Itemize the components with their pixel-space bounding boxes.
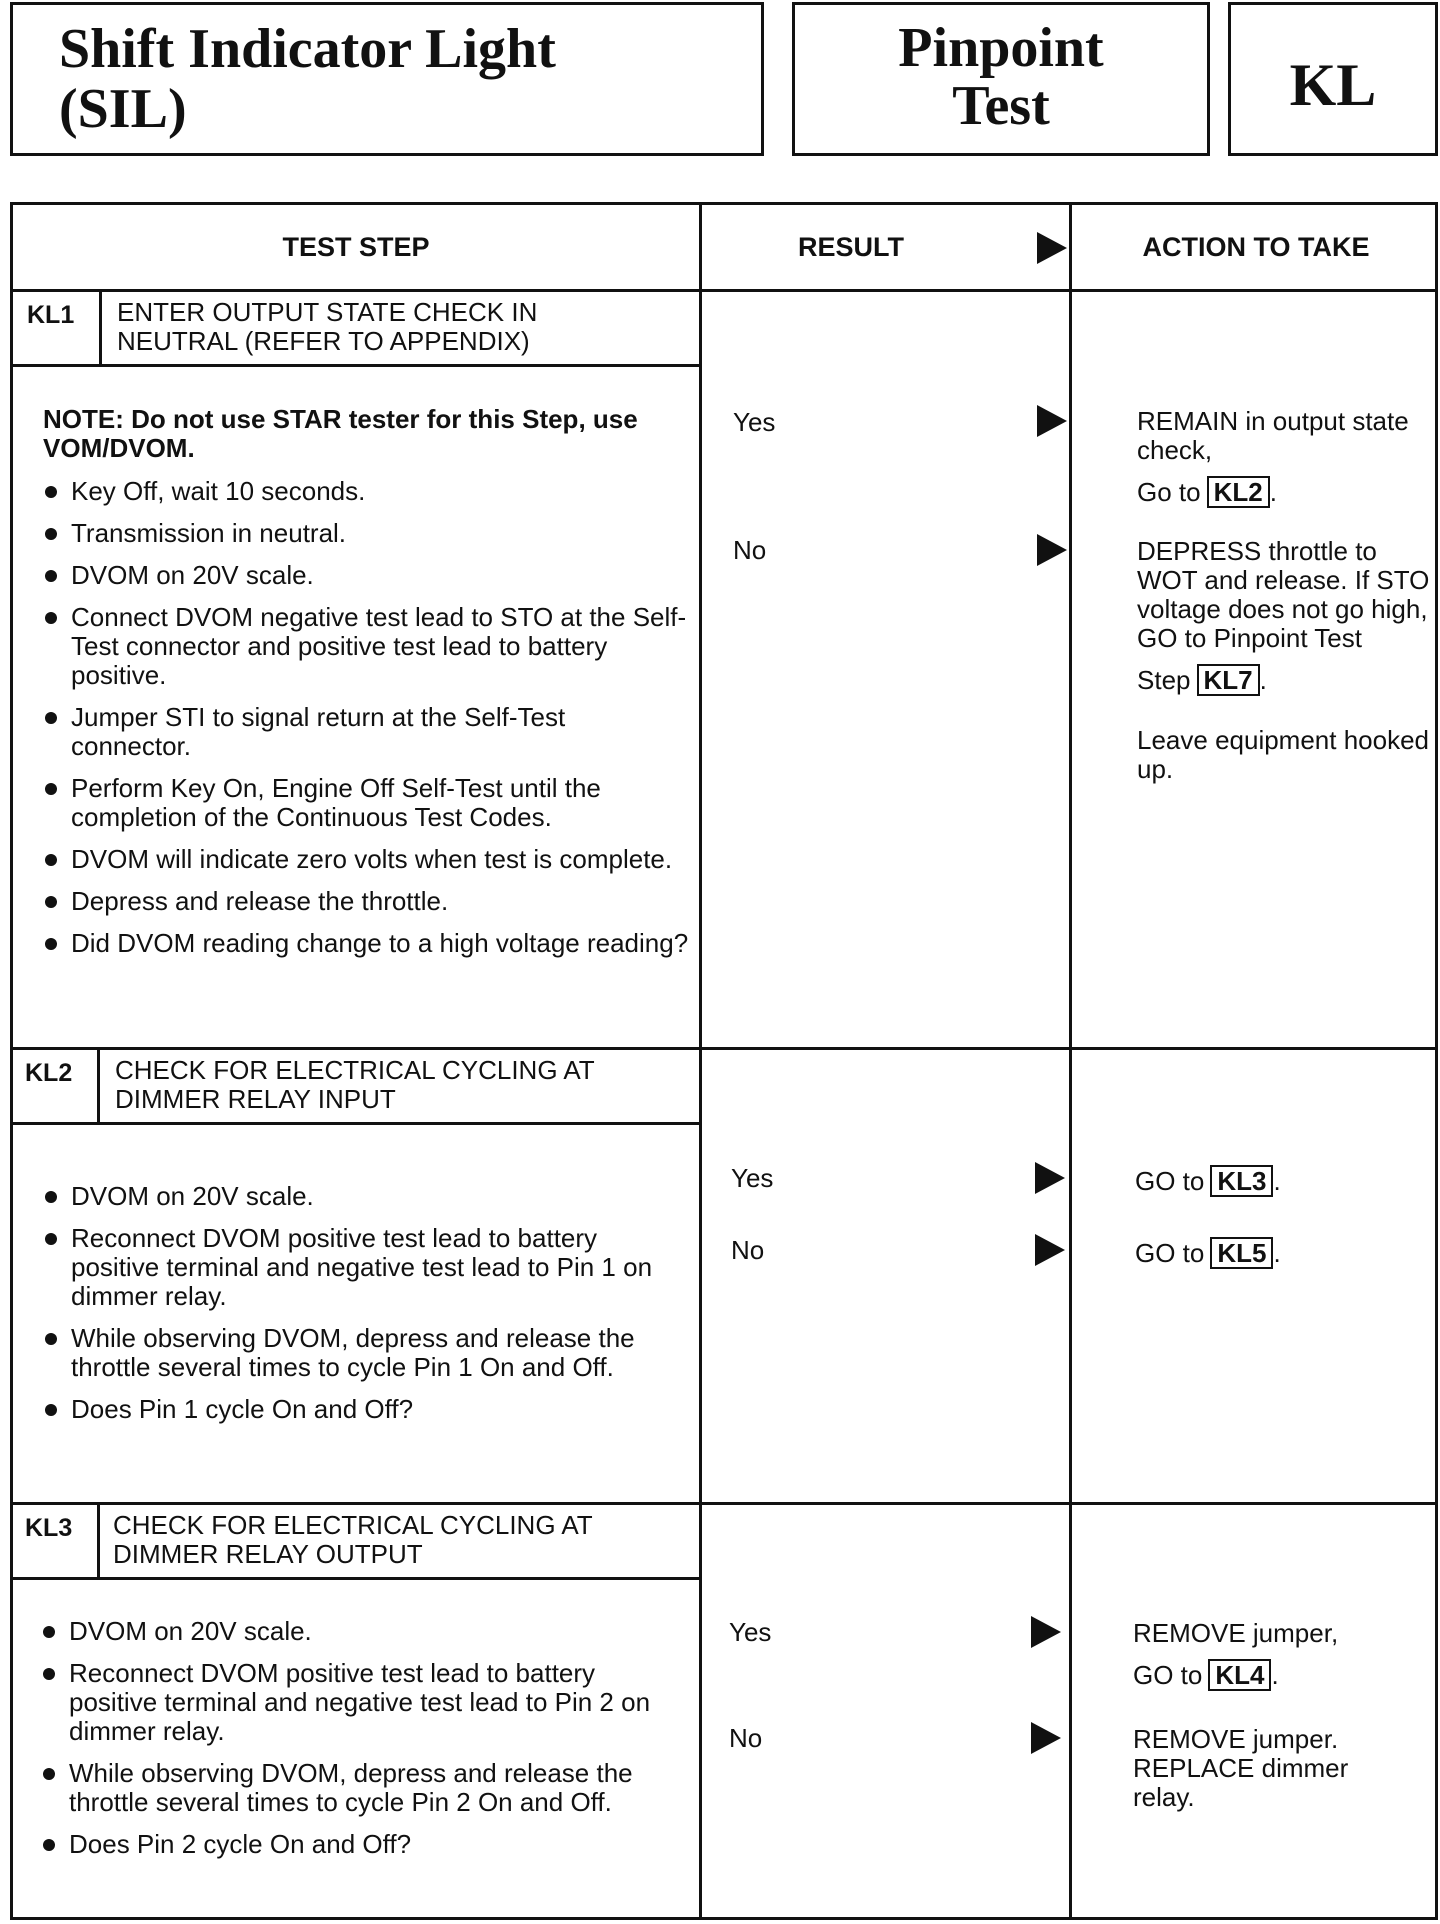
step-title-line: CHECK FOR ELECTRICAL CYCLING AT — [113, 1510, 593, 1540]
step-bullet-list — [41, 1617, 689, 1859]
result-arrow-icon — [1037, 405, 1067, 437]
step-id: KL3 — [25, 1514, 73, 1542]
list-item: DVOM on 20V scale. — [41, 1617, 689, 1646]
action-line — [1137, 476, 1427, 508]
step-note: NOTE: Do not use STAR tester for this Step, use VOM/DVOM. — [43, 404, 638, 463]
step-id-divider — [99, 289, 102, 364]
result-arrow-icon — [1031, 1616, 1061, 1648]
step-id-divider — [97, 1047, 100, 1122]
action-line — [1135, 1165, 1425, 1197]
list-item: Depress and release the throttle. — [43, 887, 689, 916]
column-divider — [1069, 205, 1072, 1917]
action-end: . — [1271, 1660, 1279, 1690]
page-title — [59, 19, 556, 139]
step-title — [117, 298, 537, 356]
action-text — [1137, 537, 1433, 795]
action-goto: GO to — [1135, 1166, 1205, 1196]
step-title — [113, 1511, 593, 1569]
step-id: KL2 — [25, 1059, 73, 1087]
test-type — [795, 19, 1207, 135]
header-divider — [13, 289, 1435, 292]
list-item: Does Pin 1 cycle On and Off? — [43, 1395, 689, 1424]
step-reference[interactable]: KL3 — [1210, 1165, 1273, 1197]
action-goto: GO to — [1133, 1660, 1203, 1690]
action-line: REMOVE jumper, — [1133, 1618, 1339, 1648]
result-arrow-icon — [1037, 232, 1067, 264]
test-type-box — [792, 2, 1210, 156]
step-bullet-list — [43, 477, 689, 958]
action-goto: Step — [1137, 665, 1191, 695]
list-item: Transmission in neutral. — [43, 519, 689, 548]
step-reference[interactable]: KL5 — [1210, 1237, 1273, 1269]
action-line — [1135, 1237, 1425, 1269]
action-line: DEPRESS throttle to WOT and release. If STO voltage does not go high, GO to Pinpoint Test — [1137, 536, 1430, 653]
action-text — [1133, 1619, 1429, 1702]
action-end: . — [1273, 1238, 1281, 1268]
step-title-divider — [13, 1122, 699, 1125]
action-text — [1133, 1725, 1373, 1823]
list-item: DVOM on 20V scale. — [43, 561, 689, 590]
list-item: Reconnect DVOM positive test lead to battery positive terminal and negative test lead to Pin 1 on dimmer relay. — [43, 1224, 689, 1311]
column-header-test-step: TEST STEP — [282, 232, 430, 262]
step-title-line: NEUTRAL (REFER TO APPENDIX) — [117, 326, 530, 356]
result-label: Yes — [731, 1163, 774, 1193]
result-arrow-icon — [1035, 1234, 1065, 1266]
step-title-line: DIMMER RELAY INPUT — [115, 1084, 396, 1114]
step-id-divider — [97, 1502, 100, 1577]
action-goto: Go to — [1137, 477, 1201, 507]
list-item: While observing DVOM, depress and release the throttle several times to cycle Pin 1 On and Off. — [43, 1324, 689, 1382]
column-header-action: ACTION TO TAKE — [1142, 232, 1370, 262]
step-title-divider — [13, 364, 699, 367]
result-label: No — [729, 1723, 763, 1753]
step-title — [115, 1056, 595, 1114]
test-code: KL — [1289, 52, 1377, 118]
action-text — [1135, 1237, 1425, 1280]
step-reference[interactable]: KL4 — [1208, 1659, 1271, 1691]
title-line-1: Shift Indicator Light — [59, 18, 556, 80]
list-item: Reconnect DVOM positive test lead to battery positive terminal and negative test lead to Pin 2 on dimmer relay. — [41, 1659, 689, 1746]
title-box — [10, 2, 764, 156]
result-label: Yes — [733, 407, 776, 437]
step-id: KL1 — [27, 301, 75, 329]
result-arrow-icon — [1035, 1162, 1065, 1194]
action-goto: GO to — [1135, 1238, 1205, 1268]
step-content — [43, 1182, 689, 1437]
action-line — [1137, 664, 1433, 696]
test-code-box — [1228, 2, 1438, 156]
step-reference[interactable]: KL2 — [1207, 476, 1270, 508]
action-end: . — [1259, 665, 1267, 695]
action-text — [1137, 407, 1427, 519]
action-end: . — [1269, 477, 1277, 507]
column-divider — [699, 205, 702, 1917]
list-item: Does Pin 2 cycle On and Off? — [41, 1830, 689, 1859]
step-content — [41, 1617, 689, 1872]
test-table — [10, 202, 1438, 1920]
list-item: DVOM will indicate zero volts when test is complete. — [43, 845, 689, 874]
result-label: No — [731, 1235, 765, 1265]
action-line: REMAIN in output state check, — [1137, 406, 1409, 465]
result-arrow-icon — [1031, 1722, 1061, 1754]
step-content — [43, 405, 689, 971]
list-item: Key Off, wait 10 seconds. — [43, 477, 689, 506]
row-divider — [13, 1502, 1435, 1505]
step-bullet-list — [43, 1182, 689, 1424]
list-item: Connect DVOM negative test lead to STO at the Self-Test connector and positive test lead to battery positive. — [43, 603, 689, 690]
action-line: Leave equipment hooked up. — [1137, 725, 1430, 784]
list-item: Perform Key On, Engine Off Self-Test until the completion of the Continuous Test Codes. — [43, 774, 689, 832]
list-item: Did DVOM reading change to a high voltage reading? — [43, 929, 689, 958]
action-text — [1135, 1165, 1425, 1208]
row-divider — [13, 1047, 1435, 1050]
test-type-line-2: Test — [952, 75, 1050, 137]
result-label: Yes — [729, 1617, 772, 1647]
step-title-divider — [13, 1577, 699, 1580]
list-item: While observing DVOM, depress and release the throttle several times to cycle Pin 2 On and Off. — [41, 1759, 689, 1817]
list-item: Jumper STI to signal return at the Self-Test connector. — [43, 703, 689, 761]
step-title-line: CHECK FOR ELECTRICAL CYCLING AT — [115, 1055, 595, 1085]
column-header-result: RESULT — [798, 232, 904, 262]
action-line — [1133, 1659, 1429, 1691]
action-end: . — [1273, 1166, 1281, 1196]
test-type-line-1: Pinpoint — [898, 17, 1104, 79]
action-line: REMOVE jumper. REPLACE dimmer relay. — [1133, 1724, 1349, 1812]
result-label: No — [733, 535, 767, 565]
list-item: DVOM on 20V scale. — [43, 1182, 689, 1211]
step-reference[interactable]: KL7 — [1197, 664, 1260, 696]
step-title-line: ENTER OUTPUT STATE CHECK IN — [117, 297, 538, 327]
step-title-line: DIMMER RELAY OUTPUT — [113, 1539, 423, 1569]
title-line-2: (SIL) — [59, 78, 187, 140]
result-arrow-icon — [1037, 534, 1067, 566]
